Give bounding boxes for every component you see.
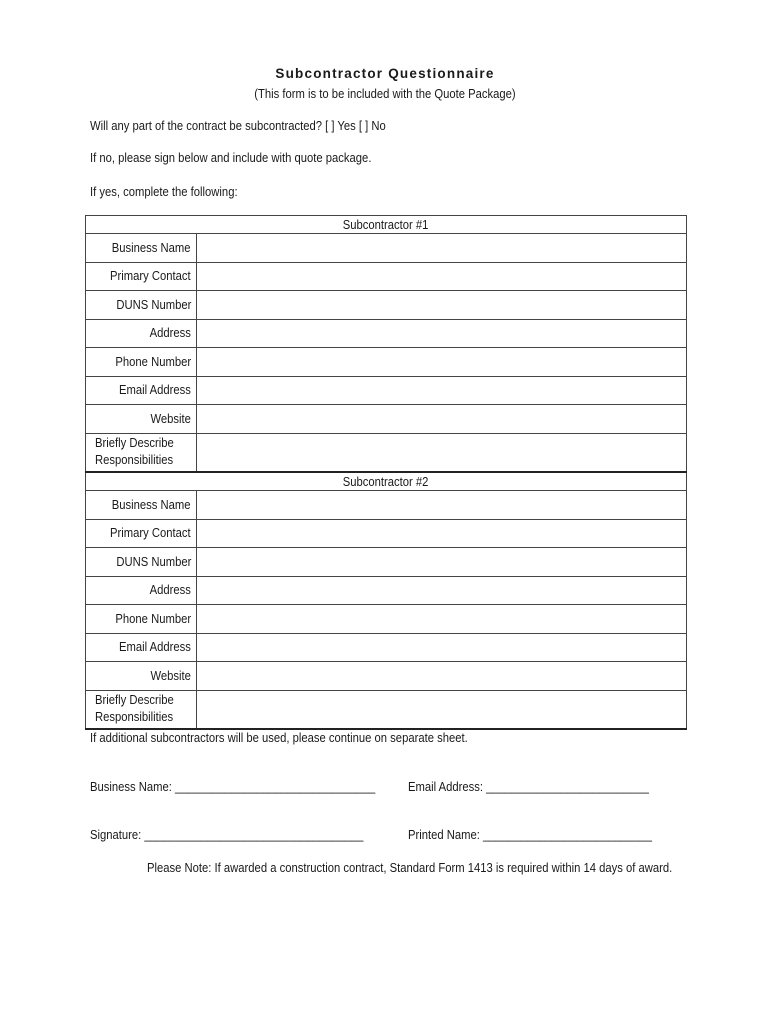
phone-number-label: Phone Number	[86, 348, 197, 377]
if-no-instruction: If no, please sign below and include with quote package.	[90, 151, 372, 165]
address-field[interactable]	[197, 319, 687, 348]
responsibilities-field[interactable]	[197, 433, 687, 472]
page-title: Subcontractor Questionnaire	[275, 66, 495, 81]
if-yes-instruction: If yes, complete the following:	[90, 185, 238, 199]
signature-line[interactable]: Signature: ___________________________________	[90, 828, 364, 842]
subcontractor-2-table	[85, 471, 687, 730]
email-address-signature-line[interactable]: Email Address: __________________________	[408, 780, 649, 794]
standard-form-note: Please Note: If awarded a construction contract, Standard Form 1413 is required within 14 days of award.	[147, 861, 673, 875]
responsibilities-label: Briefly Describe Responsibilities	[86, 690, 197, 729]
phone-number-field[interactable]	[197, 348, 687, 377]
email-address-field[interactable]	[197, 633, 687, 662]
business-name-label: Business Name	[86, 491, 197, 520]
primary-contact-field[interactable]	[197, 262, 687, 291]
responsibilities-field[interactable]	[197, 690, 687, 729]
duns-number-field[interactable]	[197, 548, 687, 577]
address-field[interactable]	[197, 576, 687, 605]
duns-number-field[interactable]	[197, 291, 687, 320]
page-subtitle: (This form is to be included with the Quote Package)	[254, 87, 516, 101]
phone-number-label: Phone Number	[86, 605, 197, 634]
primary-contact-field[interactable]	[197, 519, 687, 548]
business-name-signature-line[interactable]: Business Name: ________________________________	[90, 780, 376, 794]
additional-subcontractors-note: If additional subcontractors will be used, please continue on separate sheet.	[90, 731, 468, 745]
business-name-field[interactable]	[197, 491, 687, 520]
website-label: Website	[86, 662, 197, 691]
email-address-label: Email Address	[86, 633, 197, 662]
business-name-label: Business Name	[86, 234, 197, 263]
subcontract-question: Will any part of the contract be subcontracted? [ ] Yes [ ] No	[90, 119, 386, 133]
subcontractor-2-heading: Subcontractor #2	[86, 472, 687, 491]
printed-name-line[interactable]: Printed Name: ___________________________	[408, 828, 652, 842]
phone-number-field[interactable]	[197, 605, 687, 634]
address-label: Address	[86, 319, 197, 348]
website-field[interactable]	[197, 662, 687, 691]
website-label: Website	[86, 405, 197, 434]
website-field[interactable]	[197, 405, 687, 434]
address-label: Address	[86, 576, 197, 605]
subcontractor-1-heading: Subcontractor #1	[86, 216, 687, 234]
responsibilities-label: Briefly Describe Responsibilities	[86, 433, 197, 472]
primary-contact-label: Primary Contact	[86, 262, 197, 291]
email-address-label: Email Address	[86, 376, 197, 405]
primary-contact-label: Primary Contact	[86, 519, 197, 548]
duns-number-label: DUNS Number	[86, 291, 197, 320]
duns-number-label: DUNS Number	[86, 548, 197, 577]
subcontractor-1-table	[85, 215, 687, 473]
business-name-field[interactable]	[197, 234, 687, 263]
email-address-field[interactable]	[197, 376, 687, 405]
